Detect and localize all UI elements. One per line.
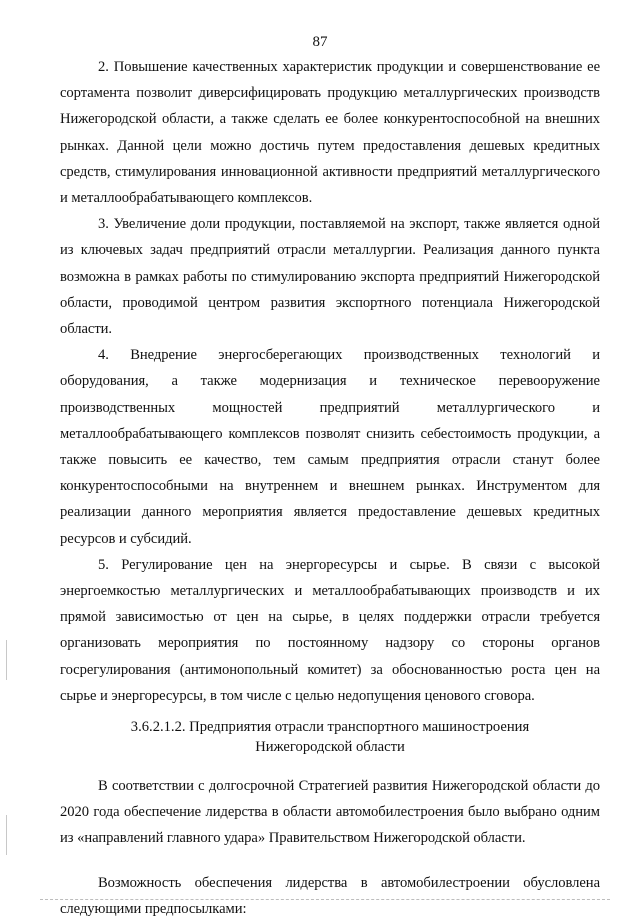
left-margin-mark	[6, 640, 7, 680]
paragraph-strategy: В соответствии с долгосрочной Стратегией развития Нижегородской области до 2020 года обеспечение лидерства в области автомобилестроения было выбрано одним из «направлений главного удара» Правительством Нижегородской области.	[60, 778, 600, 847]
section-heading-line-2: Нижегородской области	[255, 739, 405, 756]
left-margin-mark	[6, 815, 7, 855]
paragraph-export-share: 3. Увеличение доли продукции, поставляемой на экспорт, также является одной из ключевых задач предприятий отрасли металлургии. Реализация данного пункта возможна в рамках работы по стимулированию экспорта предприятий Нижегородской области, проводимой центром развития экспортного потенциала Нижегородской области.	[60, 216, 600, 338]
section-heading	[60, 717, 600, 757]
paragraph-price-regulation: 5. Регулирование цен на энергоресурсы и сырье. В связи с высокой энергоемкостью металлургических и металлообрабатывающих производств и их прямой зависимостью от цен на сырье, в целях поддержки отрасли требуется организовать мероприятия по постоянному надзору со стороны органов госрегулирования (антимонопольный комитет) за обоснованностью роста цен на сырье и энергоресурсы, в том числе с целью недопущения ценового сговора.	[60, 556, 600, 704]
paragraph-quality-improvement: 2. Повышение качественных характеристик продукции и совершенствование ее сортамента позволит диверсифицировать продукцию металлургических производств Нижегородской области, а также сделать ее более конкурентоспособной на внешних рынках. Данной цели можно достичь путем предоставления дешевых кредитных средств, стимулирования инновационной активности предприятий металлургического и металлообрабатывающего комплексов.	[60, 59, 600, 207]
bottom-scan-edge	[40, 899, 610, 900]
paragraph-prerequisites: Возможность обеспечения лидерства в автомобилестроении обусловлена следующими предпосылками:	[60, 874, 600, 917]
page-number: 87	[312, 34, 328, 50]
section-heading-line-1: 3.6.2.1.2. Предприятия отрасли транспортного машиностроения	[130, 719, 530, 736]
paragraph-energy-saving: 4. Внедрение энергосберегающих производственных технологий и оборудования, а также модернизация и техническое перевооружение производственных мощностей предприятий металлургического и металлообрабатывающего комплексов позволят снизить себестоимость продукции, а также повысить ее качество, тем самым предприятия отрасли станут более конкурентоспособными на внутреннем и внешнем рынках. Инструментом для реализации данного мероприятия является предоставление дешевых кредитных ресурсов и субсидий.	[60, 347, 600, 547]
document-body	[60, 54, 600, 922]
